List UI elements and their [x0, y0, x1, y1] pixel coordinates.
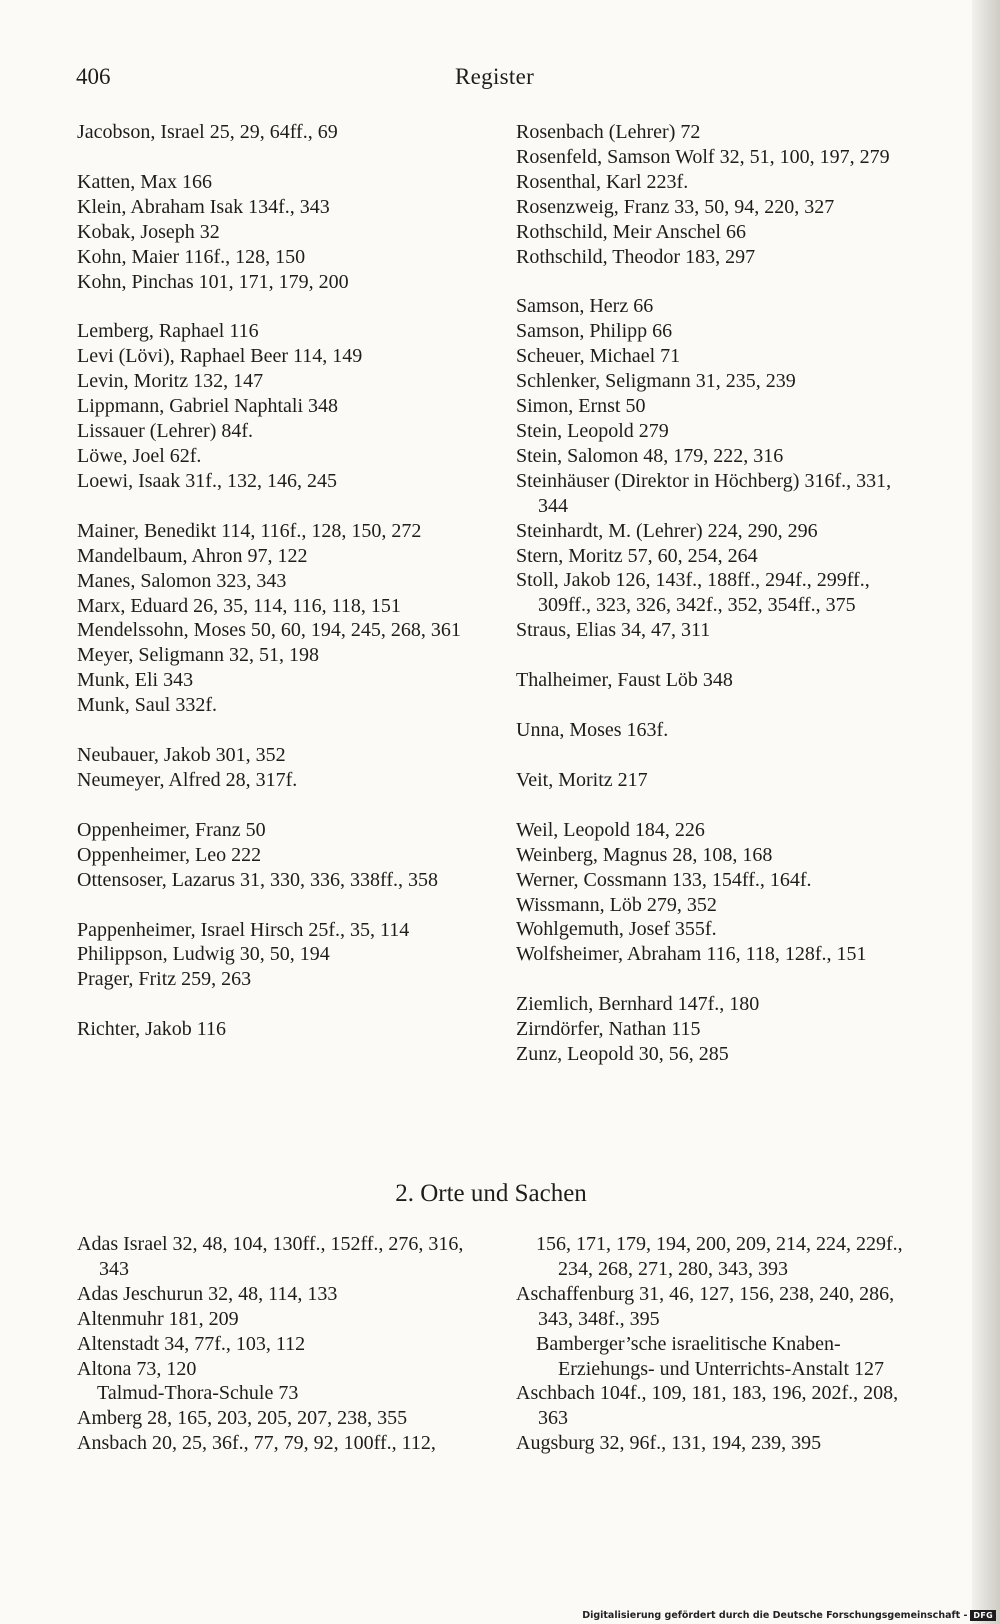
index-entry: Pappenheimer, Israel Hirsch 25f., 35, 114 — [77, 918, 410, 941]
index-entry: Rothschild, Theodor 183, 297 — [516, 245, 756, 268]
index-entry: Altenstadt 34, 77f., 103, 112 — [77, 1332, 306, 1355]
index-entry: Lippmann, Gabriel Naphtali 348 — [77, 395, 339, 418]
index-entry: Prager, Fritz 259, 263 — [77, 968, 252, 991]
index-entry: Ziemlich, Bernhard 147f., 180 — [516, 993, 760, 1016]
index-entry: Adas Israel 32, 48, 104, 130ff., 152ff., 276, 316, 343 — [77, 1233, 464, 1280]
index-entry: Samson, Herz 66 — [516, 295, 654, 318]
index-column-left — [77, 120, 482, 1042]
index-entry: Talmud-Thora-Schule 73 — [97, 1382, 299, 1405]
index-entry: Unna, Moses 163f. — [516, 719, 669, 742]
index-entry: Stein, Salomon 48, 179, 222, 316 — [516, 444, 784, 467]
section-heading — [0, 1180, 1000, 1208]
index-entry: Kohn, Pinchas 101, 171, 179, 200 — [77, 270, 349, 293]
index-entry: Veit, Moritz 217 — [516, 768, 648, 791]
index-column-right — [516, 120, 916, 1067]
index-entry: Augsburg 32, 96f., 131, 194, 239, 395 — [516, 1432, 822, 1455]
places-column-left — [77, 1232, 482, 1456]
index-entry: Stein, Leopold 279 — [516, 419, 669, 442]
index-entry: Zirndörfer, Nathan 115 — [516, 1018, 701, 1041]
index-entry: Aschbach 104f., 109, 181, 183, 196, 202f., 208, 363 — [516, 1382, 899, 1430]
index-entry: Oppenheimer, Franz 50 — [77, 818, 266, 841]
index-entry: Weil, Leopold 184, 226 — [516, 818, 705, 841]
group-spacer — [516, 743, 916, 768]
index-entry: Oppenheimer, Leo 222 — [77, 843, 262, 866]
footer-credit-text: Digitalisierung gefördert durch die Deutsche Forschungsgemeinschaft - — [582, 1610, 968, 1621]
index-entry: Adas Jeschurun 32, 48, 114, 133 — [77, 1282, 338, 1305]
index-entry: Scheuer, Michael 71 — [516, 345, 681, 368]
index-entry: Rosenzweig, Franz 33, 50, 94, 220, 327 — [516, 195, 835, 218]
group-spacer — [77, 718, 482, 743]
index-entry: Philippson, Ludwig 30, 50, 194 — [77, 943, 330, 966]
index-entry: Mendelssohn, Moses 50, 60, 194, 245, 268, 361 — [77, 619, 461, 642]
index-entry: Steinhäuser (Direktor in Höchberg) 316f., 331, 344 — [516, 469, 892, 517]
index-entry: Marx, Eduard 26, 35, 114, 116, 118, 151 — [77, 594, 401, 617]
index-entry: Neubauer, Jakob 301, 352 — [77, 744, 286, 767]
index-entry: Klein, Abraham Isak 134f., 343 — [77, 195, 330, 218]
index-entry: Schlenker, Seligmann 31, 235, 239 — [516, 370, 796, 393]
index-entry: Wolfsheimer, Abraham 116, 118, 128f., 151 — [516, 943, 867, 966]
page-edge-shadow — [972, 0, 1000, 1624]
index-entry: Weinberg, Magnus 28, 108, 168 — [516, 843, 773, 866]
group-spacer — [77, 494, 482, 519]
index-entry: Meyer, Seligmann 32, 51, 198 — [77, 644, 319, 667]
places-column-right — [516, 1232, 916, 1456]
index-entry: Amberg 28, 165, 203, 205, 207, 238, 355 — [77, 1407, 408, 1430]
index-entry: Stern, Moritz 57, 60, 254, 264 — [516, 544, 758, 567]
index-entry: Levi (Lövi), Raphael Beer 114, 149 — [77, 345, 363, 368]
index-entry: Samson, Philipp 66 — [516, 320, 673, 343]
index-entry: Rothschild, Meir Anschel 66 — [516, 220, 746, 243]
index-entry: Levin, Moritz 132, 147 — [77, 370, 264, 393]
index-entry: Rosenthal, Karl 223f. — [516, 170, 689, 193]
index-entry: Altona 73, 120 — [77, 1357, 197, 1380]
index-entry: Ansbach 20, 25, 36f., 77, 79, 92, 100ff., 112, — [77, 1432, 436, 1455]
index-entry: Jacobson, Israel 25, 29, 64ff., 69 — [77, 121, 338, 143]
index-entry: Wissmann, Löb 279, 352 — [516, 893, 717, 916]
index-entry: Straus, Elias 34, 47, 311 — [516, 619, 711, 642]
index-entry: Zunz, Leopold 30, 56, 285 — [516, 1043, 729, 1066]
index-entry: Löwe, Joel 62f. — [77, 444, 202, 467]
group-spacer — [516, 643, 916, 668]
group-spacer — [77, 145, 482, 170]
index-entry: Katten, Max 166 — [77, 170, 212, 193]
index-entry: Munk, Saul 332f. — [77, 694, 217, 717]
index-entry: Kobak, Joseph 32 — [77, 220, 220, 243]
index-entry: Rosenfeld, Samson Wolf 32, 51, 100, 197, 279 — [516, 145, 890, 168]
index-entry: Aschaffenburg 31, 46, 127, 156, 238, 240, 286, 343, 348f., 395 — [516, 1282, 895, 1330]
index-entry: Stoll, Jakob 126, 143f., 188ff., 294f., 299ff., 309ff., 323, 326, 342f., 352, 354ff., 375 — [516, 569, 870, 617]
index-entry: Mainer, Benedikt 114, 116f., 128, 150, 272 — [77, 519, 422, 542]
index-entry: 156, 171, 179, 194, 200, 209, 214, 224, 229f., 234, 268, 271, 280, 343, 393 — [536, 1233, 903, 1280]
group-spacer — [77, 893, 482, 918]
index-entry: Kohn, Maier 116f., 128, 150 — [77, 245, 306, 268]
index-entry: Thalheimer, Faust Löb 348 — [516, 669, 733, 692]
index-entry: Munk, Eli 343 — [77, 669, 194, 692]
index-entry: Wohlgemuth, Josef 355f. — [516, 918, 717, 941]
section-heading-text: 2. Orte und Sachen — [395, 1180, 587, 1207]
page-number: 406 — [76, 64, 111, 89]
footer-credit — [582, 1610, 996, 1621]
group-spacer — [77, 992, 482, 1017]
running-head: Register — [455, 64, 535, 89]
index-entry: Lissauer (Lehrer) 84f. — [77, 420, 254, 443]
group-spacer — [77, 294, 482, 319]
index-entry: Rosenbach (Lehrer) 72 — [516, 121, 701, 143]
index-entry: Werner, Cossmann 133, 154ff., 164f. — [516, 868, 812, 891]
index-entry: Manes, Salomon 323, 343 — [77, 569, 287, 592]
index-entry: Neumeyer, Alfred 28, 317f. — [77, 768, 298, 791]
index-entry: Ottensoser, Lazarus 31, 330, 336, 338ff., 358 — [77, 868, 438, 891]
group-spacer — [516, 269, 916, 294]
index-entry: Loewi, Isaak 31f., 132, 146, 245 — [77, 469, 337, 492]
index-entry: Mandelbaum, Ahron 97, 122 — [77, 544, 308, 567]
index-entry: Altenmuhr 181, 209 — [77, 1307, 239, 1330]
index-entry: Richter, Jakob 116 — [77, 1018, 226, 1041]
index-entry: Simon, Ernst 50 — [516, 395, 646, 418]
dfg-logo: DFG — [970, 1610, 996, 1621]
group-spacer — [516, 693, 916, 718]
group-spacer — [77, 793, 482, 818]
group-spacer — [516, 793, 916, 818]
index-entry: Steinhardt, M. (Lehrer) 224, 290, 296 — [516, 519, 818, 542]
index-entry: Bamberger’sche israelitische Knaben-Erziehungs- und Unterrichts-Anstalt 127 — [536, 1332, 885, 1380]
index-entry: Lemberg, Raphael 116 — [77, 320, 259, 343]
group-spacer — [516, 967, 916, 992]
